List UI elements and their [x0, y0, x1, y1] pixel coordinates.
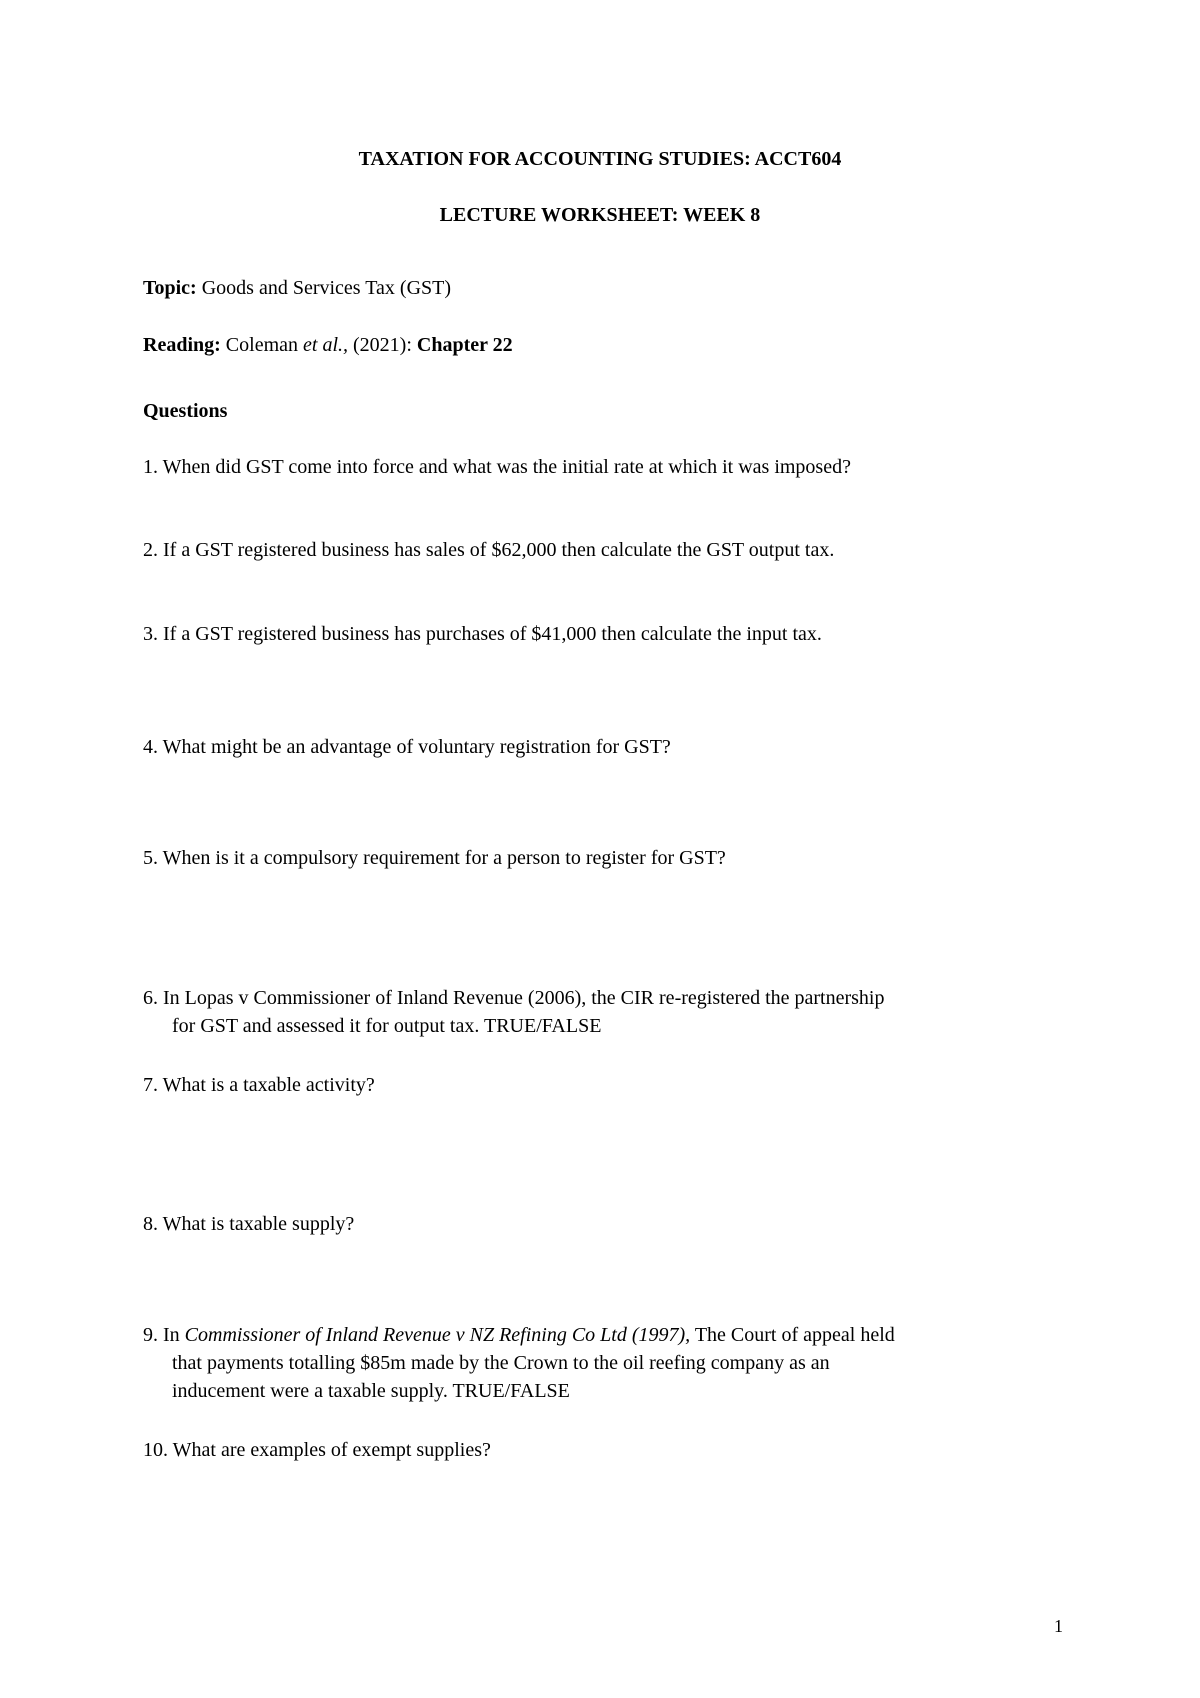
question-9-line-1 [143, 1322, 895, 1348]
question-9-case-name: Commissioner of Inland Revenue v NZ Refining Co Ltd (1997), [184, 1324, 691, 1346]
question-6-line-1: 6. In Lopas v Commissioner of Inland Revenue (2006), the CIR re-registered the partnership [143, 987, 885, 1009]
questions-heading: Questions [143, 400, 228, 422]
reading-line [143, 332, 513, 358]
reading-year: (2021): [348, 334, 417, 356]
topic-line [143, 275, 451, 301]
question-2: 2. If a GST registered business has sales of $62,000 then calculate the GST output tax. [143, 539, 835, 561]
question-1: 1. When did GST come into force and what was the initial rate at which it was imposed? [143, 456, 851, 478]
reading-author: Coleman [220, 334, 304, 356]
question-9-prefix: 9. In [143, 1324, 185, 1346]
page-number: 1 [1054, 1616, 1063, 1636]
question-5: 5. When is it a compulsory requirement for a person to register for GST? [143, 847, 726, 869]
question-4: 4. What might be an advantage of voluntary registration for GST? [143, 736, 671, 758]
question-10: 10. What are examples of exempt supplies? [143, 1439, 491, 1461]
question-8: 8. What is taxable supply? [143, 1213, 355, 1235]
question-9-rest: The Court of appeal held [690, 1324, 895, 1346]
question-6-line-2: for GST and assessed it for output tax. TRUE/FALSE [172, 1015, 602, 1037]
question-7: 7. What is a taxable activity? [143, 1074, 375, 1096]
topic-label: Topic: [143, 277, 197, 299]
question-9-line-2: that payments totalling $85m made by the Crown to the oil reefing company as an [172, 1352, 830, 1374]
worksheet-title: LECTURE WORKSHEET: WEEK 8 [439, 204, 761, 226]
reading-chapter: Chapter 22 [416, 334, 513, 356]
topic-value: Goods and Services Tax (GST) [196, 277, 452, 299]
course-title: TAXATION FOR ACCOUNTING STUDIES: ACCT604 [358, 148, 842, 170]
question-3: 3. If a GST registered business has purchases of $41,000 then calculate the input tax. [143, 623, 822, 645]
reading-etal: et al., [303, 334, 349, 356]
reading-label: Reading: [143, 334, 221, 356]
question-9-line-3: inducement were a taxable supply. TRUE/FALSE [172, 1380, 570, 1402]
